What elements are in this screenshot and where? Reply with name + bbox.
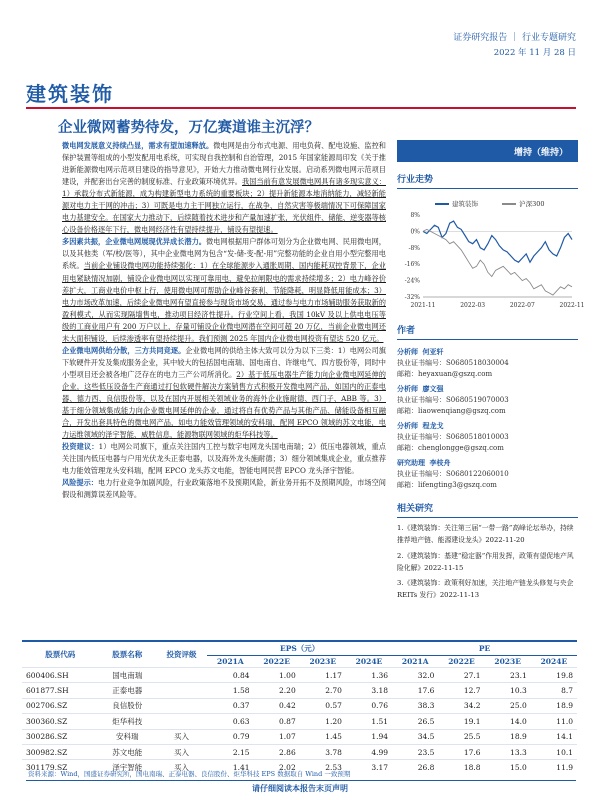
para-tail: 2）基于低压电器生产能力向企业微电网延伸的企业，这些低压设备生产商通过打包软硬件解决方案销售方式积极开发微电网产品，如国内的正泰电器、德力西、良信股份等，以及在国内开展相关领域业务的海外企业施耐德、西门子、ABB 等。3）基于细分领域集成能力向企业微电网延伸的企业，通过将自有优势产品与其他产品、储能设备相互融合，开发出套具特色的微电网产品，如电力能效管理领域的安科瑞，配网 EPCO 领域的苏文电能，电力运维领域的泽宇智能、威胜信息，能源物联网领域的炬华科技等。 [62, 369, 386, 440]
cell-value: 0.76 [346, 698, 392, 713]
th-year: 2021A [401, 657, 429, 666]
cell-value: 1.58 [207, 683, 253, 698]
cell-code: 601877.SH [22, 683, 99, 698]
cell-value: 11.0 [531, 714, 577, 729]
related-list [397, 522, 578, 602]
y-tick-label: 8% [410, 212, 420, 219]
author-role: 分析师 [397, 421, 418, 430]
report-body [62, 140, 386, 501]
table-row [22, 729, 577, 744]
cell-value: 18.8 [438, 760, 484, 775]
cell-value: 18.9 [485, 729, 531, 744]
cell-value: 18.9 [531, 698, 577, 713]
author-role: 研究助理 [397, 458, 425, 467]
footer-line [26, 780, 576, 781]
para-tail: 当前企业铺设微电网功能持续强化：1）在全球能源步入通胀周期、国内能耗双控背景下，企业用电紧缺情况加剧，铺设企业微电网以实现可靠用电、避免拉闸限电的需求持续增多；2）电力峰谷价差扩大，工商业电价中枢上行，使用微电网可帮助企业峰谷套利、节能降耗，明显降低用能成本；3）电力市场改革加速，后续企业微电网有望直接参与现货市场交易，通过参与电力市场辅助服务获取新的盈利模式，从而实现隔墙售电，推动项目经济性提升。行业空间上看，我国 10kV 及以上供电电压等级的工商业用户有 200 万户以上，存量可铺设企业微电网潜在空间可超 20 万亿，当前企业微电网还未大面积铺设，后续渗透率有望持续提升。我们预测 2025 年国内企业微电网投资有望达 520 亿元。 [62, 261, 386, 343]
cell-value: 1.07 [254, 729, 300, 744]
cell-rating: 买入 [156, 760, 207, 775]
x-tick-label: 2021-11 [410, 302, 436, 309]
table-row [22, 698, 577, 713]
source-note: 资料来源：Wind，国盛证券研究所，国电南瑞、正泰电器、良信股份、炬华科技 EPS 数据取自 Wind 一致预期 [28, 770, 351, 778]
author-name: 程龙戈 [422, 421, 444, 430]
cell-value: 23.5 [392, 744, 438, 759]
author-cert: 执业证书编号：S0680518030004 [397, 359, 509, 367]
cell-value: 34.2 [438, 698, 484, 713]
author-entry [397, 346, 578, 380]
th-year: 2024E [540, 657, 568, 666]
th-year: 2023E [494, 657, 521, 666]
cell-value: 19.1 [438, 714, 484, 729]
th-year: 2022E [263, 657, 290, 666]
para-text: 微电网是由分布式电源、用电负荷、配电设施、监控和保护装置等组成的小型发配用电系统，可实现自我控制和自治管理，2015 年国家能源局印发《关于推进新能源微电网示范项目建设的指导意见》，开始大力推动微电网行业发展。启动系列微电网示范项目建设，并配套出台完善的制度标准、行业政策环境优异。 [62, 141, 386, 187]
cell-rating: 买入 [156, 744, 207, 759]
para-tail: 我国当前有意发展微电网具有诸多现实意义：1）承载分布式新能源，成为构建新型电力系统的重要板块；2）提升新能源本地消纳能力，减轻新能源对电力主干网的冲击；3）可既是电力主干网独立运行，在战争、自然灾害等极端情况下可保障国家电力基建安全。在国家大力推动下，后续随着技术进步和产量加速扩张，光伏组件、储能、逆变器等核心设备价格逐年下行，微电网经济性有望持续提升，铺设有望提速。 [62, 177, 386, 235]
author-role: 分析师 [397, 384, 418, 393]
cell-value: 2.86 [254, 744, 300, 759]
cell-value: 3.18 [346, 683, 392, 698]
related-item[interactable]: 2.《建筑装饰：基建“稳定器”作用发挥，政策有望促地产风险化解》2022-11-15 [397, 551, 574, 572]
para-lead: 投资建议： [62, 442, 99, 452]
cell-value: 1.41 [207, 760, 253, 775]
cell-code: 600406.SH [22, 668, 99, 683]
cell-name: 正泰电器 [99, 683, 156, 698]
y-tick-label: -8% [408, 244, 420, 252]
header-doc-type: 证券研究报告 ｜ 行业专题研究 [453, 33, 576, 43]
footer-text: 请仔细阅读本报告末页声明 [252, 783, 348, 793]
para-text: 微电网根据用户群体可划分为企业微电网、民用微电网，以及其他类（军/校/医等），其中企业微电网为包含“发-储-变-配-用”完整功能的企业自用小型完整用电系统。 [62, 237, 386, 271]
body-paragraph [62, 345, 386, 441]
y-tick-label: -24% [404, 277, 420, 285]
para-text: 企业微电网的供给主体大致可以分为以下三类：1）电网公司旗下软硬件开发及集成服务企业，其中较大的包括国电南瑞、国电南自、许继电气、四方股份等，同时中小型项目还会被各地广泛存在的电力三产公司所消化。 [62, 345, 386, 379]
author-entry [397, 457, 578, 491]
table-row [22, 744, 577, 759]
cell-value: 0.42 [254, 698, 300, 713]
cell-value: 25.0 [485, 698, 531, 713]
cell-name: 炬华科技 [99, 714, 156, 729]
author-role: 分析师 [397, 347, 418, 356]
author-email[interactable]: 邮箱：lifengting3@gszq.com [397, 481, 497, 489]
header-date: 2022 年 11 月 28 日 [493, 48, 576, 58]
table-row [22, 683, 577, 698]
author-entry [397, 383, 578, 417]
y-tick-label: 0% [410, 228, 420, 236]
author-entry [397, 420, 578, 454]
series-line-1 [423, 221, 572, 262]
cell-value: 2.15 [207, 744, 253, 759]
para-lead: 微电网发展意义持续凸显，需求有望加速释放。 [62, 141, 214, 150]
cell-value: 0.84 [207, 668, 253, 683]
cell-value: 0.57 [300, 698, 346, 713]
title-divider [26, 107, 576, 109]
cell-value: 3.78 [300, 744, 346, 759]
para-text: 电力行业竞争加剧风险，行业政策落地不及预期风险，新业务开拓不及预期风险，市场空间假设和测算误差风险等。 [62, 478, 386, 500]
cell-rating [156, 714, 207, 729]
author-email[interactable]: 邮箱：heyaxuan@gszq.com [397, 370, 493, 378]
th-year: 2022E [448, 657, 475, 666]
th-year: 2024E [355, 657, 383, 666]
related-item[interactable]: 3.《建筑装饰：政策利好加速，关注地产链龙头修复与央企 REITs 发行》2022-11-13 [397, 579, 574, 600]
cell-value: 13.3 [485, 744, 531, 759]
para-text: 1）电网公司旗下，重点关注国内工控与数字电网龙头国电南瑞；2）低压电器领域，重点关注国内低压电器与户用光伏龙头正泰电器，以及海外龙头施耐德；3）细分领域集成企业，重点推荐电力能效管理龙头安科瑞，配网 EPCO 龙头苏文电能，智能电网民营 EPCO 龙头泽宇智能。 [62, 442, 386, 476]
cell-value: 14.0 [485, 714, 531, 729]
author-cert: 执业证书编号：S0680519070003 [397, 396, 509, 404]
cell-rating [156, 668, 207, 683]
cell-value: 32.0 [392, 668, 438, 683]
perf-title: 行业走势 [397, 172, 578, 189]
para-lead: 风险提示： [62, 478, 98, 488]
legend-swatch-2 [502, 203, 516, 205]
report-title: 企业微网蓄势待发，万亿赛道谁主沉浮？ [58, 119, 319, 136]
th-pe: PE [392, 641, 577, 656]
cell-value: 0.87 [254, 714, 300, 729]
th-code: 股票代码 [45, 650, 76, 659]
author-name: 何亚轩 [422, 347, 444, 356]
cell-value: 1.20 [300, 714, 346, 729]
cell-code: 300360.SZ [22, 714, 99, 729]
perf-chart [397, 193, 585, 313]
x-tick-label: 2022-03 [460, 302, 486, 309]
cell-value: 11.9 [531, 760, 577, 775]
rating-badge: 增持（维持） [397, 140, 578, 162]
cell-name: 安科瑞 [99, 729, 156, 744]
legend-label-2: 沪深300 [519, 200, 545, 208]
author-cert: 执业证书编号：S0680122060010 [397, 470, 509, 478]
author-cert: 执业证书编号：S0680518010003 [397, 433, 509, 441]
cell-code: 301179.SZ [22, 760, 99, 775]
authors-title: 作者 [397, 323, 578, 340]
table-row [22, 714, 577, 729]
author-name: 李枝舟 [429, 458, 451, 467]
cell-value: 14.1 [531, 729, 577, 744]
cell-value: 26.5 [392, 714, 438, 729]
body-paragraph [62, 441, 386, 477]
cell-value: 17.6 [438, 744, 484, 759]
para-lead: 多因素共振，企业微电网展现优异成长潜力。 [62, 237, 206, 247]
th-name: 股票名称 [112, 650, 143, 659]
cell-name: 泽宇智能 [99, 760, 156, 775]
para-lead: 企业微电网供给分散，三方共同竞逐。 [62, 345, 186, 355]
cell-value: 0.63 [207, 714, 253, 729]
cell-value: 0.79 [207, 729, 253, 744]
cell-value: 15.0 [485, 760, 531, 775]
cell-name: 良信股份 [99, 698, 156, 713]
cell-code: 300982.SZ [22, 744, 99, 759]
cell-value: 2.53 [300, 760, 346, 775]
sidebar [397, 140, 585, 605]
cell-value: 10.1 [531, 744, 577, 759]
body-paragraph [62, 477, 386, 501]
body-paragraph [62, 140, 386, 236]
cell-value: 8.7 [531, 683, 577, 698]
cell-rating [156, 683, 207, 698]
cell-value: 2.70 [300, 683, 346, 698]
y-tick-label: -16% [404, 261, 420, 269]
cell-value: 12.7 [438, 683, 484, 698]
cell-code: 300286.SZ [22, 729, 99, 744]
cell-value: 4.99 [346, 744, 392, 759]
cell-value: 1.94 [346, 729, 392, 744]
series-line-2 [423, 229, 572, 295]
cell-name: 国电南瑞 [99, 668, 156, 683]
perf-chart-svg [397, 193, 585, 313]
cell-value: 19.8 [531, 668, 577, 683]
cell-rating: 买入 [156, 729, 207, 744]
th-eps: EPS（元） [207, 641, 392, 656]
author-name: 廖文强 [422, 384, 444, 393]
industry-name: 建筑装饰 [26, 82, 114, 106]
related-title: 相关研究 [397, 501, 578, 518]
th-year: 2021A [217, 657, 244, 666]
cell-value: 1.17 [300, 668, 346, 683]
cell-name: 苏文电能 [99, 744, 156, 759]
cell-value: 3.17 [346, 760, 392, 775]
cell-value: 23.1 [485, 668, 531, 683]
cell-value: 25.5 [438, 729, 484, 744]
author-email[interactable]: 邮箱：liaowenqiang@gszq.com [397, 407, 506, 415]
author-email[interactable]: 邮箱：chenglongge@gszq.com [397, 444, 504, 452]
related-item[interactable]: 1.《建筑装饰：关注第三届“一带一路”高峰论坛举办，持续推荐地产链、能源建设龙头》2022-11-20 [397, 524, 574, 545]
legend-swatch-1 [435, 203, 449, 205]
cell-value: 1.36 [346, 668, 392, 683]
authors-list [397, 346, 578, 491]
cell-value: 2.02 [254, 760, 300, 775]
legend-label-1: 建筑装饰 [452, 200, 478, 208]
cell-value: 1.00 [254, 668, 300, 683]
body-paragraph [62, 236, 386, 344]
cell-value: 27.1 [438, 668, 484, 683]
th-rating: 投资评级 [166, 650, 197, 659]
cell-value: 17.6 [392, 683, 438, 698]
cell-value: 10.3 [485, 683, 531, 698]
cell-value: 1.45 [300, 729, 346, 744]
th-year: 2023E [309, 657, 337, 666]
cell-value: 1.51 [346, 714, 392, 729]
stock-table [22, 640, 577, 775]
cell-value: 2.20 [254, 683, 300, 698]
y-tick-label: -32% [404, 294, 420, 301]
cell-value: 38.3 [392, 698, 438, 713]
cell-value: 0.37 [207, 698, 253, 713]
x-tick-label: 2022-07 [509, 302, 535, 309]
cell-value: 26.8 [392, 760, 438, 775]
cell-rating [156, 698, 207, 713]
table-row [22, 668, 577, 683]
x-tick-label: 2022-11 [559, 302, 585, 309]
table-body [22, 668, 577, 776]
cell-value: 34.5 [392, 729, 438, 744]
cell-code: 002706.SZ [22, 698, 99, 713]
chart-legend [435, 199, 545, 208]
